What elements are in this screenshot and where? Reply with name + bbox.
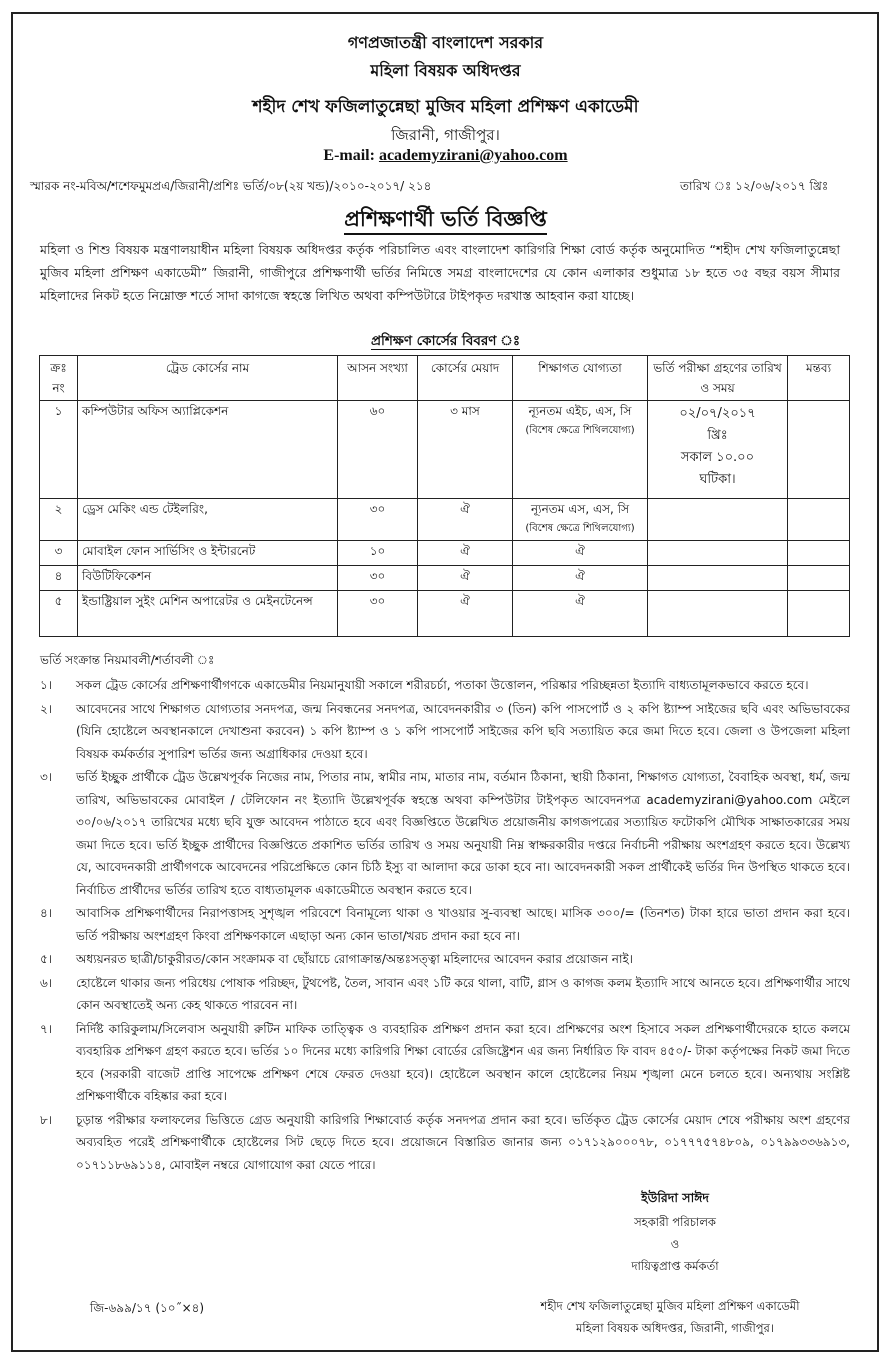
cell-qualification [513,499,648,541]
cell-qualification: ঐ [513,541,648,566]
cell-trade: ইন্ডাষ্ট্রিয়াল সুইং মেশিন অপারেটর ও মেইনটেনেন্স [78,591,338,637]
rule-text: আবেদনের সাথে শিক্ষাগত যোগ্যতার সনদপত্র, জন্ম নিবন্ধনের সনদপত্র, আবেদনকারীর ৩ (তিন) কপি পাসপোর্ট ও ২ কপি ষ্ট্যাম্প সাইজের ছবি এবং অভিভাবকের (যিনি হোষ্টেলে অবস্থানকালে দেখাশুনা করবেন) ১ কপি ষ্ট্যাম্প ও ১ কপি পাসপোর্ট সাইজের কপি ছবি সত্যায়িত করে জমা দিতে হবে। জেলা ও উপজেলা মহিলা বিষয়ক কর্মকর্তার সুপারিশ ভর্তির জন্য অগ্রাধিকার দেওয়া হবে। [76,701,850,761]
rule-number: ৮। [40,1112,53,1127]
rule-item [40,948,850,971]
rule-text: অধ্যয়নরত ছাত্রী/চাকুরীরত/কোন সংক্রামক বা ছোঁয়াচে রোগাক্রান্ত/অন্তঃসত্ত্বা মহিলাদের আবেদন করার প্রয়োজন নাই। [76,952,633,966]
signatory-address: মহিলা বিষয়ক অধিদপ্তর, জিরানী, গাজীপুর। [575,1321,774,1335]
cell-exam-date [648,541,788,566]
cell-qualification: ঐ [513,566,648,591]
cell-serial: ৩ [40,541,78,566]
cell-trade: ড্রেস মেকিং এন্ড টেইলরিং, [78,499,338,541]
rule-number: ১। [40,678,53,692]
govt-name: গণপ্রজাতন্ত্রী বাংলাদেশ সরকার [347,33,544,52]
cell-serial: ৪ [40,566,78,591]
cell-seats: ৩০ [338,591,418,637]
cell-trade: বিউটিফিকেশন [78,566,338,591]
rule-number: ৫। [40,952,53,966]
cell-qualification [513,401,648,499]
course-heading [0,330,891,353]
table-row [40,541,850,566]
rule-text: সকল ট্রেড কোর্সের প্রশিক্ষণার্থীগণকে একাডেমীর নিয়মানুযায়ী সকালে শরীরচর্চা, পতাকা উত্তোলন, পরিষ্কার পরিচ্ছন্নতা ইত্যাদি বাধ্যতামূলকভাবে করতে হবে। [76,678,809,692]
rule-number: ৪। [40,906,53,920]
rule-item [40,972,850,1017]
cell-seats: ৩০ [338,499,418,541]
email-address-link[interactable]: academyzirani@yahoo.com [378,147,568,164]
academy-name: শহীদ শেখ ফজিলাতুন্নেছা মুজিব মহিলা প্রশিক্ষণ একাডেমী [252,97,639,117]
signatory-organization: শহীদ শেখ ফজিলাতুন্নেছা মুজিব মহিলা প্রশিক্ষণ একাডেমী [540,1299,800,1313]
rule-item [40,698,850,766]
table-row [40,401,850,499]
cell-duration: ঐ [418,499,513,541]
exam-date: ০২/০৭/২০১৭ [679,406,756,421]
cell-serial: ১ [40,401,78,499]
rule-item [40,766,850,901]
rule-item [40,1018,850,1108]
exam-date-suffix: খ্রিঃ [707,428,728,443]
rule-text: নির্দিষ্ট কারিকুলাম/সিলেবাস অনুযায়ী রুটিন মাফিক তাত্ত্বিক ও ব্যবহারিক প্রশিক্ষণ প্রদান করা হবে। প্রশিক্ষণের অংশ হিসাবে সকল প্রশিক্ষণার্থীদেরকে হাতে কলমে ব্যবহারিক প্রশিক্ষণ গ্রহণ করতে হবে। ভর্তির ১০ দিনের মধ্যে কারিগরি শিক্ষা বোর্ডের রেজিষ্ট্রেশন এর জন্য নির্ধারিত ফি বাবদ ৪৫০/- টাকা কর্তৃপক্ষের নিকট জমা দিতে হবে (সরকারী বাজেট প্রাপ্তি সাপেক্ষে প্রশিক্ষণ শেষে ফেরত দেওয়া হবে)। হোষ্টেলে অবস্থান কালে হোষ্টেলের নিয়ম শৃঙ্খলা মেনে চলতে হবে। অন্যথায় সংশ্লিষ্ট প্রশিক্ষণার্থীকে বহিষ্কার করা হবে। [76,1021,850,1103]
rule-item [40,902,850,947]
table-row [40,499,850,541]
exam-time: সকাল ১০.০০ [680,450,755,465]
rule-item [40,674,850,697]
cell-trade: মোবাইল ফোন সার্ভিসিং ও ইন্টারনেট [78,541,338,566]
qualification-note: (বিশেষ ক্ষেত্রে শিথিলযোগ্য) [525,425,635,436]
cell-remarks [788,591,850,637]
table-row [40,591,850,637]
qualification-text: ন্যূনতম এস, এস, সি [530,502,630,516]
cell-remarks [788,541,850,566]
table-row [40,566,850,591]
col-qualification: শিক্ষাগত যোগ্যতা [513,356,648,401]
signatory-name: ইউরিদা সাঈদ [641,1190,709,1205]
print-reference: জি-৬৯৯/১৭ (১০˝×৪) [90,1301,205,1315]
cell-remarks [788,499,850,541]
rule-number: ৬। [40,975,53,990]
table-header-row [40,356,850,401]
cell-remarks [788,401,850,499]
cell-duration: ঐ [418,591,513,637]
qualification-text: ন্যূনতম এইচ, এস, সি [528,404,632,418]
rule-text: ভর্তি ইচ্ছুক প্রার্থীকে ট্রেড উল্লেখপূর্বক নিজের নাম, পিতার নাম, স্বামীর নাম, মাতার নাম, বর্তমান ঠিকানা, স্থায়ী ঠিকানা, শিক্ষাগত যোগ্যতা, বৈবাহিক অবস্থা, ধর্ম, জন্ম তারিখ, অভিভাবকের মোবাইল / টেলিফোন নং ইত্যাদি উল্লেখপূর্বক স্বহস্তে অথবা কম্পিউটার টাইপকৃত আবেদনপত্র academyzirani@yahoo.com মেইলে ৩০/০৬/২০১৭ তারিখের মধ্যে ছবি যুক্ত আবেদন পাঠাতে হবে এবং বিজ্ঞপ্তিতে উল্লেখিত প্রয়োজনীয় কাগজপত্রের সত্যায়িত ফটোকপি মৌখিক সাক্ষাতকারের সময় জমা দিতে হবে। ভর্তি ইচ্ছুক প্রার্থীদের বিজ্ঞপ্তিতে প্রকাশিত ভর্তির তারিখ ও সময় অনুযায়ী নিম্ন স্বাক্ষরকারীর দপ্তরে নির্বাচনী পরীক্ষায় অংশগ্রহণ করতে হবে। উল্লেখ্য যে, আবেদনকারী প্রার্থীগণকে আবেদনের পরিপ্রেক্ষিতে কোন চিঠি ইস্যু বা আলাদা করে ডাকা হবে না। আবেদনকারী সকল প্রার্থীকেই ভর্তির দিন উপস্থিত থাকতে হবে। নির্বাচিত প্রার্থীদের ভর্তির তারিখ হতে বাধ্যতামূলক একাডেমীতে অবস্থান করতে হবে। [76,770,850,897]
notice-title-text: প্রশিক্ষণার্থী ভর্তি বিজ্ঞপ্তি [344,207,547,235]
col-duration: কোর্সের মেয়াদ [418,356,513,401]
cell-exam-date [648,499,788,541]
cell-seats: ১০ [338,541,418,566]
memo-number: স্মারক নং-মবিঅ/শশেফমুমপ্রএ/জিরানী/প্রশিঃ ভর্তি/০৮(২য় খন্ড)/২০১০-২০১৭/ ২১৪ [30,179,432,193]
intro-paragraph: মহিলা ও শিশু বিষয়ক মন্ত্রণালয়াধীন মহিলা বিষয়ক অধিদপ্তর কর্তৃক পরিচালিত এবং বাংলাদেশ কারিগরি শিক্ষা বোর্ড কর্তৃক অনুমোদিত “শহীদ শেখ ফজিলাতুন্নেছা মুজিব মহিলা প্রশিক্ষণ একাডেমী” জিরানী, গাজীপুরে প্রশিক্ষণার্থী ভর্তির নিমিত্তে সমগ্র বাংলাদেশের যে কোন এলাকার শুধুমাত্র ১৮ হতে ৩৫ বছর বয়স সীমার মহিলাদের নিকট হতে নিম্নোক্ত শর্তে সাদা কাগজে স্বহস্তে লিখিত অথবা কম্পিউটারে টাইপকৃত দরখাস্ত আহবান করা যাচ্ছে। [40,242,840,303]
cell-remarks [788,566,850,591]
cell-serial: ৫ [40,591,78,637]
rules-list [40,674,850,1177]
rule-item [40,1109,850,1177]
rule-number: ৩। [40,770,53,784]
signatory-conjunction: ও [670,1237,680,1251]
cell-seats: ৬০ [338,401,418,499]
col-seats: আসন সংখ্যা [338,356,418,401]
col-serial: ক্রঃ নং [40,356,78,401]
col-trade: ট্রেড কোর্সের নাম [78,356,338,401]
col-remarks: মন্তব্য [788,356,850,401]
cell-serial: ২ [40,499,78,541]
email-line [0,147,891,165]
signatory-designation: সহকারী পরিচালক [634,1215,716,1229]
department-name: মহিলা বিষয়ক অধিদপ্তর [370,61,521,80]
rule-text: চূড়ান্ত পরীক্ষার ফলাফলের ভিত্তিতে গ্রেড অনুযায়ী কারিগরি শিক্ষাবোর্ড কর্তৃক সনদপত্র প্রদান করা হবে। ভর্তিকৃত ট্রেড কোর্সের মেয়াদ শেষে পরীক্ষায় অংশ গ্রহণের অব্যবহিত পরেই প্রশিক্ষণার্থীকে হোষ্টেলের সিট ছেড়ে দিতে হবে। প্রয়োজনে বিস্তারিত জানার জন্য ০১৭১২৯০০০৭৮, ০১৭৭৭৫৭৪৮০৯, ০১৭৯৯৩৩৬৯১৩, ০১৭১১৮৬৯১১৪, মোবাইল নম্বরে যোগাযোগ করা যেতে পারে। [76,1112,850,1172]
exam-time-suffix: ঘটিকা। [699,472,736,487]
cell-trade: কম্পিউটার অফিস অ্যাপ্লিকেশন [78,401,338,499]
signatory-role: দায়িত্বপ্রাপ্ত কর্মকর্তা [631,1259,719,1273]
col-exam-date: ভর্তি পরীক্ষা গ্রহণের তারিখ ও সময় [648,356,788,401]
cell-exam-date [648,591,788,637]
cell-duration: ঐ [418,541,513,566]
rule-number: ৭। [40,1021,53,1036]
rules-heading: ভর্তি সংক্রান্ত নিয়মাবলী/শর্তাবলী ঃ [40,653,215,667]
cell-qualification: ঐ [513,591,648,637]
cell-exam-date [648,566,788,591]
rule-number: ২। [40,701,53,716]
rule-text: হোষ্টেলে থাকার জন্য পরিধেয় পোষাক পরিচ্ছদ, টুথপেষ্ট, তৈল, সাবান এবং ১টি করে থালা, বাটি, গ্লাস ও কাগজ কলম ইত্যাদি সাথে আনতে হবে। প্রশিক্ষণার্থীর সাথে কোন অবস্থাতেই অন্য কেহ থাকতে পারবেন না। [76,975,850,1012]
notice-title [0,203,891,238]
course-heading-text: প্রশিক্ষণ কোর্সের বিবরণ ঃ [370,333,521,349]
cell-duration: ঐ [418,566,513,591]
qualification-note: (বিশেষ ক্ষেত্রে শিথিলযোগ্য) [525,523,635,534]
email-label: E-mail: [323,147,375,164]
course-table [39,355,850,637]
cell-seats: ৩০ [338,566,418,591]
cell-exam-date [648,401,788,499]
rule-text: আবাসিক প্রশিক্ষণার্থীদের নিরাপত্তাসহ সুশৃঙ্খল পরিবেশে বিনামূল্যে থাকা ও খাওয়ার সু-ব্যবস্থা আছে। মাসিক ৩০০/= (তিনশত) টাকা হারে ভাতা প্রদান করা হবে। ভর্তি পরীক্ষায় অংশগ্রহণ কিংবা প্রশিক্ষণকালে এছাড়া অন্য কোন ভাতা/খরচ প্রদান করা হবে না। [76,906,850,943]
notice-date: তারিখ ঃ ১২/০৬/২০১৭ খ্রিঃ [680,179,829,193]
academy-location: জিরানী, গাজীপুর। [391,126,500,144]
cell-duration: ৩ মাস [418,401,513,499]
